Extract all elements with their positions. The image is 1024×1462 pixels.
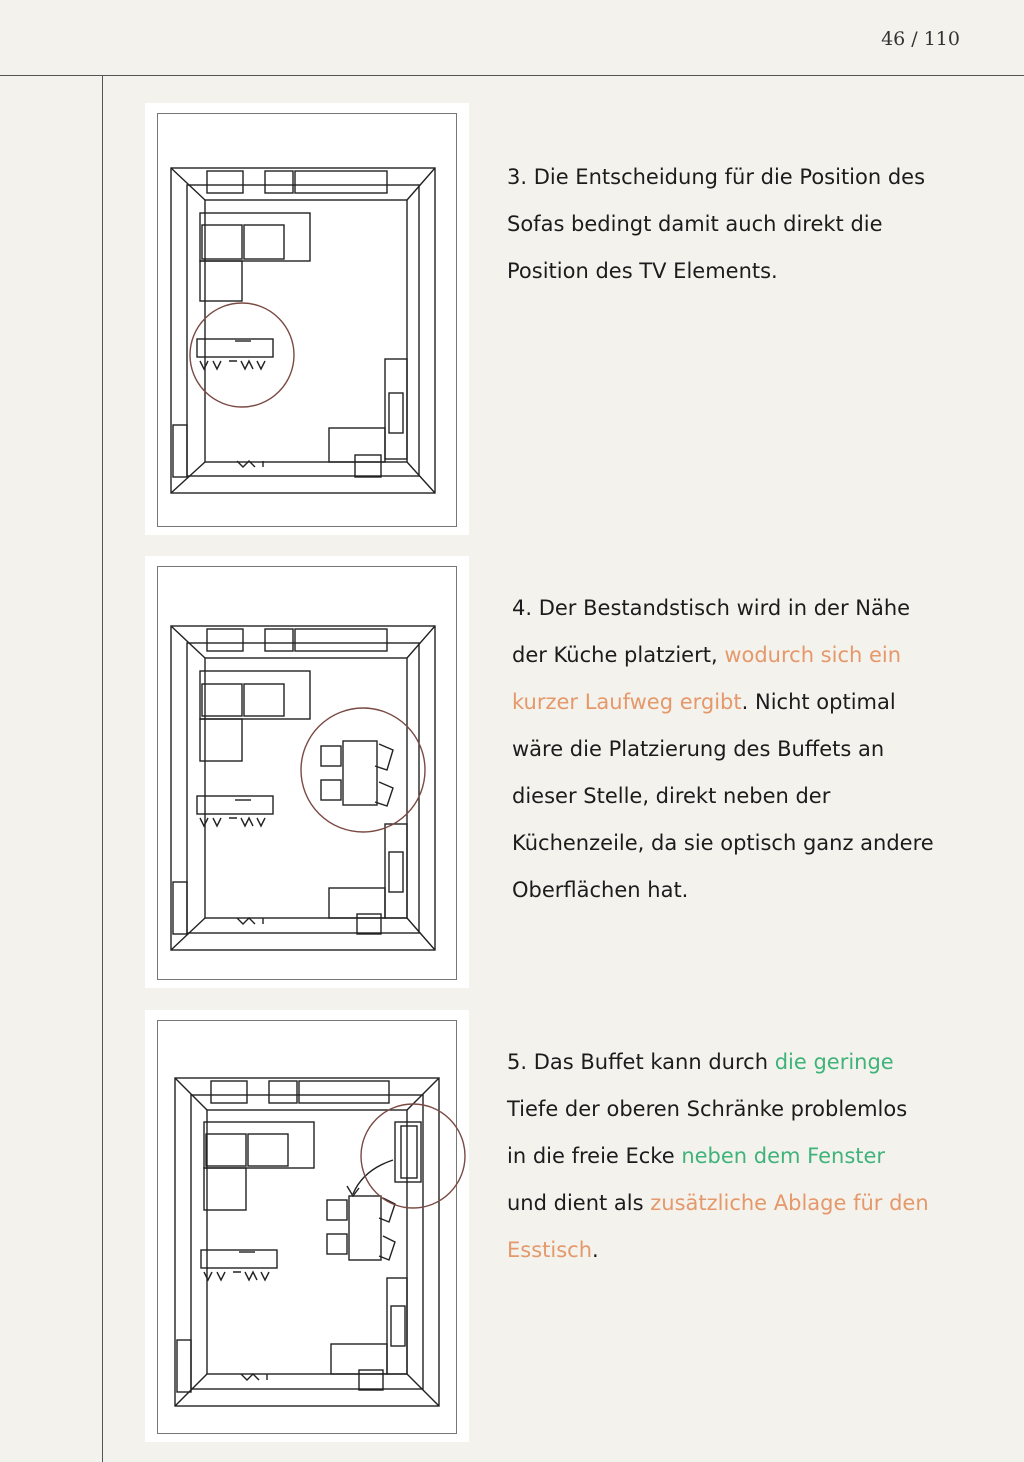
floor-plan-tv-position: [145, 103, 469, 535]
step-5-text: [507, 1039, 929, 1274]
step-3-line-1: 3. Die Entscheidung für die Position des: [507, 165, 926, 189]
step-5-line-3a: in die freie Ecke: [507, 1144, 682, 1168]
step-4-line-4: wäre die Platzierung des Buffets an: [512, 737, 885, 761]
step-4-highlight-b: kurzer Laufweg ergibt: [512, 690, 742, 714]
floor-plan-drawing: [145, 1010, 469, 1442]
floor-plan-buffet: [145, 1010, 469, 1442]
step-4-line-2a: der Küche platziert,: [512, 643, 725, 667]
step-5-line-5b: .: [592, 1238, 599, 1262]
step-4-line-3b: . Nicht optimal: [741, 690, 896, 714]
step-5-highlight-a: die geringe: [774, 1050, 894, 1074]
step-3-line-3: Position des TV Elements.: [507, 259, 778, 283]
step-5-line-1a: 5. Das Buffet kann durch: [507, 1050, 775, 1074]
page-number: 46 / 110: [881, 28, 960, 50]
step-5-line-4a: und dient als: [507, 1191, 651, 1215]
step-3-text: [507, 154, 925, 295]
floor-plan-dining-table: [145, 556, 469, 988]
step-5-highlight-c: zusätzliche Ablage für den: [650, 1191, 929, 1215]
floor-plan-drawing: [145, 103, 469, 535]
step-4-line-5: dieser Stelle, direkt neben der: [512, 784, 831, 808]
step-5-highlight-d: Esstisch: [507, 1238, 593, 1262]
step-4-highlight-a: wodurch sich ein: [724, 643, 902, 667]
step-5-highlight-b: neben dem Fenster: [681, 1144, 886, 1168]
margin-divider: [102, 76, 103, 1462]
step-4-line-6: Küchenzeile, da sie optisch ganz andere: [512, 831, 934, 855]
step-4-text: [512, 585, 934, 914]
header-divider: [0, 75, 1024, 76]
step-5-line-2: Tiefe der oberen Schränke problemlos: [507, 1097, 908, 1121]
step-4-line-7: Oberflächen hat.: [512, 878, 689, 902]
step-4-line-1: 4. Der Bestandstisch wird in der Nähe: [512, 596, 911, 620]
step-3-line-2: Sofas bedingt damit auch direkt die: [507, 212, 883, 236]
floor-plan-drawing: [145, 556, 469, 988]
